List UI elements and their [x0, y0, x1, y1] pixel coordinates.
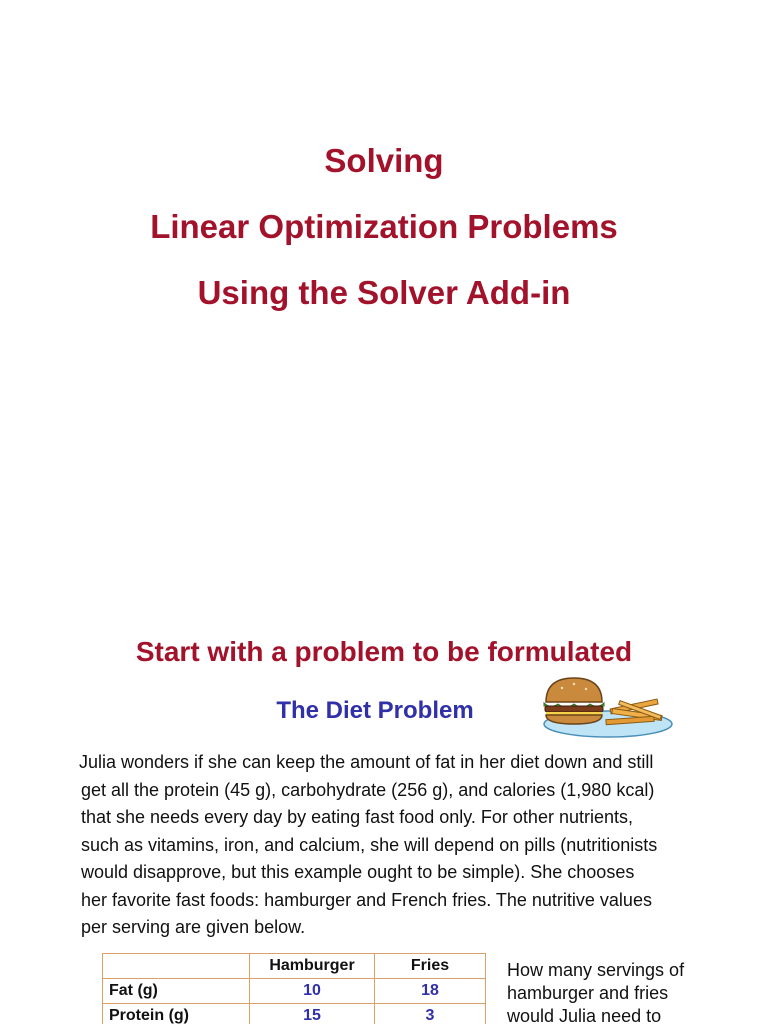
cell-protein-fries: 3 [375, 1004, 486, 1024]
paragraph-line: Julia wonders if she can keep the amount of fat in her diet down and still [79, 752, 654, 772]
section-heading: Start with a problem to be formulated [135, 636, 633, 667]
table-header-hamburger: Hamburger [250, 954, 375, 979]
table-row [103, 1004, 486, 1024]
question-line: How many servings of [507, 960, 685, 980]
row-label-fat: Fat (g) [103, 979, 250, 1004]
paragraph-line: that she needs every day by eating fast food only. For other nutrients, [81, 807, 633, 827]
question-line: hamburger and fries [507, 983, 669, 1003]
cell-fat-fries: 18 [375, 979, 486, 1004]
hamburger-and-fries-icon [540, 674, 676, 740]
diet-problem-subheading: The Diet Problem [276, 697, 474, 724]
diet-problem-paragraph [79, 749, 699, 942]
row-label-protein: Protein (g) [103, 1004, 250, 1024]
paragraph-line: per serving are given below. [81, 917, 306, 937]
question-line: would Julia need to [507, 1006, 662, 1024]
title-line-3: Using the Solver Add-in [197, 274, 571, 311]
nutrition-table [102, 953, 486, 1024]
title-line-2: Linear Optimization Problems [150, 208, 618, 245]
paragraph-line: would disapprove, but this example ought to be simple). She chooses [81, 862, 635, 882]
paragraph-line: her favorite fast foods: hamburger and French fries. The nutritive values [81, 889, 652, 910]
cell-protein-hamburger: 15 [250, 1004, 375, 1024]
paragraph-line: get all the protein (45 g), carbohydrate (256 g), and calories (1,980 kcal) [81, 779, 655, 800]
cell-fat-hamburger: 10 [250, 979, 375, 1004]
servings-question [507, 959, 707, 1024]
table-header-row [103, 954, 486, 979]
table-header-blank [103, 954, 250, 979]
title-line-1: Solving [324, 142, 444, 179]
paragraph-line: such as vitamins, iron, and calcium, she will depend on pills (nutritionists [81, 834, 658, 855]
table-row [103, 979, 486, 1004]
table-header-fries: Fries [375, 954, 486, 979]
